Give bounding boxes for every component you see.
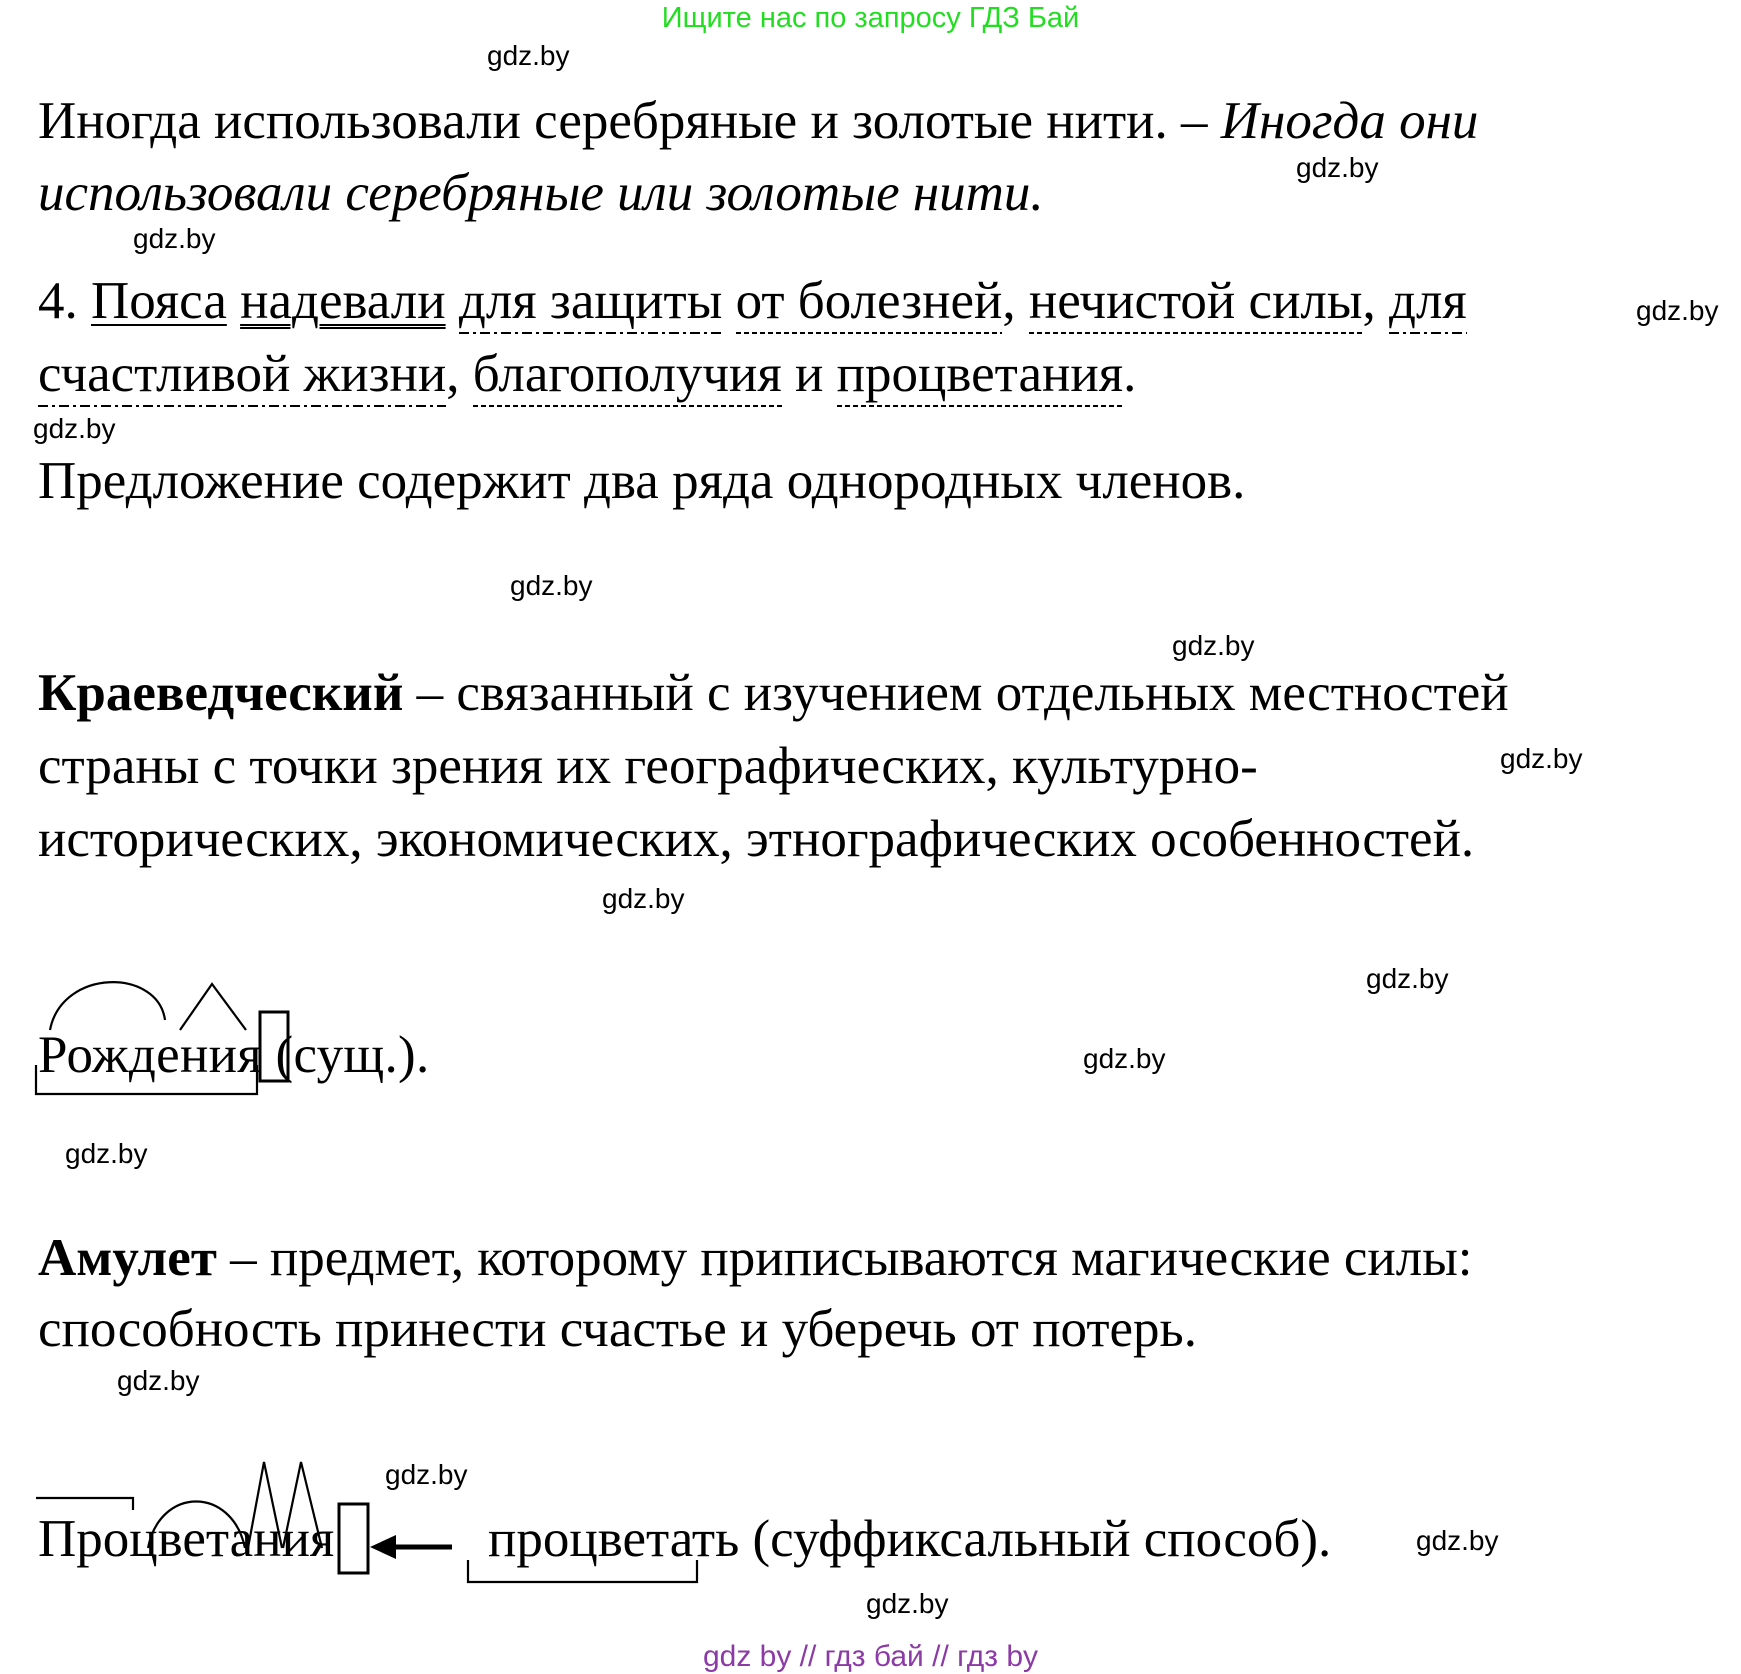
watermark: gdz.by	[510, 570, 593, 601]
root-arc-mark	[50, 982, 165, 1030]
watermark: gdz.by	[1636, 295, 1719, 326]
comma: ,	[446, 345, 473, 403]
object-word: благополучия	[473, 345, 782, 407]
adverbial-word: для защиты	[459, 272, 722, 334]
item-number: 4.	[38, 272, 78, 330]
object-word: от болезней	[736, 272, 1003, 334]
definition-line: страны с точки зрения их географических, культурно-	[38, 737, 1258, 795]
watermark: gdz.by	[117, 1365, 200, 1396]
part-of-speech: (сущ.).	[261, 1026, 430, 1084]
top-banner: Ищите нас по запросу ГДЗ Бай	[661, 2, 1080, 34]
subject-word: Пояса	[91, 272, 227, 330]
adverbial-word: счастливой жизни	[38, 345, 446, 407]
suffix-mark	[180, 984, 246, 1030]
word-formation-line	[38, 1510, 1332, 1568]
conclusion-line: Предложение содержит два ряда однородных членов.	[38, 452, 1246, 510]
sentence-original: Иногда использовали серебряные и золотые нити. –	[38, 92, 1208, 150]
morpheme-analysis-line	[38, 1026, 430, 1084]
formation-method: (суффиксальный способ).	[739, 1510, 1332, 1568]
sentence-rewritten: Иногда они	[1220, 92, 1479, 150]
derived-word: Процветания	[38, 1510, 335, 1568]
definition-line	[38, 1229, 1473, 1287]
watermark: gdz.by	[33, 413, 116, 444]
definition-term: Амулет	[38, 1229, 217, 1287]
paragraph-line: использовали серебряные или золотые нити.	[38, 164, 1044, 222]
comma: ,	[1002, 272, 1029, 330]
watermark: gdz.by	[1366, 963, 1449, 994]
watermark: gdz.by	[1296, 152, 1379, 183]
paragraph-line	[38, 92, 1479, 150]
watermark: gdz.by	[866, 1588, 949, 1619]
adverbial-word: для	[1389, 272, 1467, 334]
parsed-sentence-line	[38, 345, 1137, 403]
watermark: gdz.by	[65, 1138, 148, 1169]
definition-line: исторических, экономических, этнографических особенностей.	[38, 810, 1475, 868]
object-word: нечистой силы	[1029, 272, 1363, 334]
definition-term: Краеведческий	[38, 664, 404, 722]
analyzed-word: Рождения	[38, 1026, 262, 1084]
source-word: процветать	[488, 1510, 740, 1568]
watermark: gdz.by	[1500, 743, 1583, 774]
parsed-sentence-line	[38, 272, 1467, 330]
object-word: процветания	[837, 345, 1123, 407]
definition-text: – связанный с изучением отдельных местностей	[403, 664, 1509, 722]
watermark: gdz.by	[487, 40, 570, 71]
watermark: gdz.by	[385, 1459, 468, 1490]
period: .	[1123, 345, 1137, 403]
predicate-word: надевали	[240, 272, 446, 330]
definition-text: – предмет, которому приписываются магические силы:	[216, 1229, 1473, 1287]
space	[722, 272, 735, 330]
conjunction: и	[781, 345, 837, 403]
footer-links[interactable]: gdz by // гдз бай // гдз by	[702, 1640, 1039, 1673]
definition-line	[38, 664, 1509, 722]
definition-line: способность принести счастье и уберечь от потерь.	[38, 1300, 1197, 1358]
watermark: gdz.by	[1083, 1043, 1166, 1074]
watermark: gdz.by	[1172, 630, 1255, 661]
watermark: gdz.by	[133, 223, 216, 254]
watermark: gdz.by	[1416, 1525, 1499, 1556]
prefix-mark	[36, 1498, 133, 1510]
comma: ,	[1362, 272, 1389, 330]
watermark: gdz.by	[602, 883, 685, 914]
